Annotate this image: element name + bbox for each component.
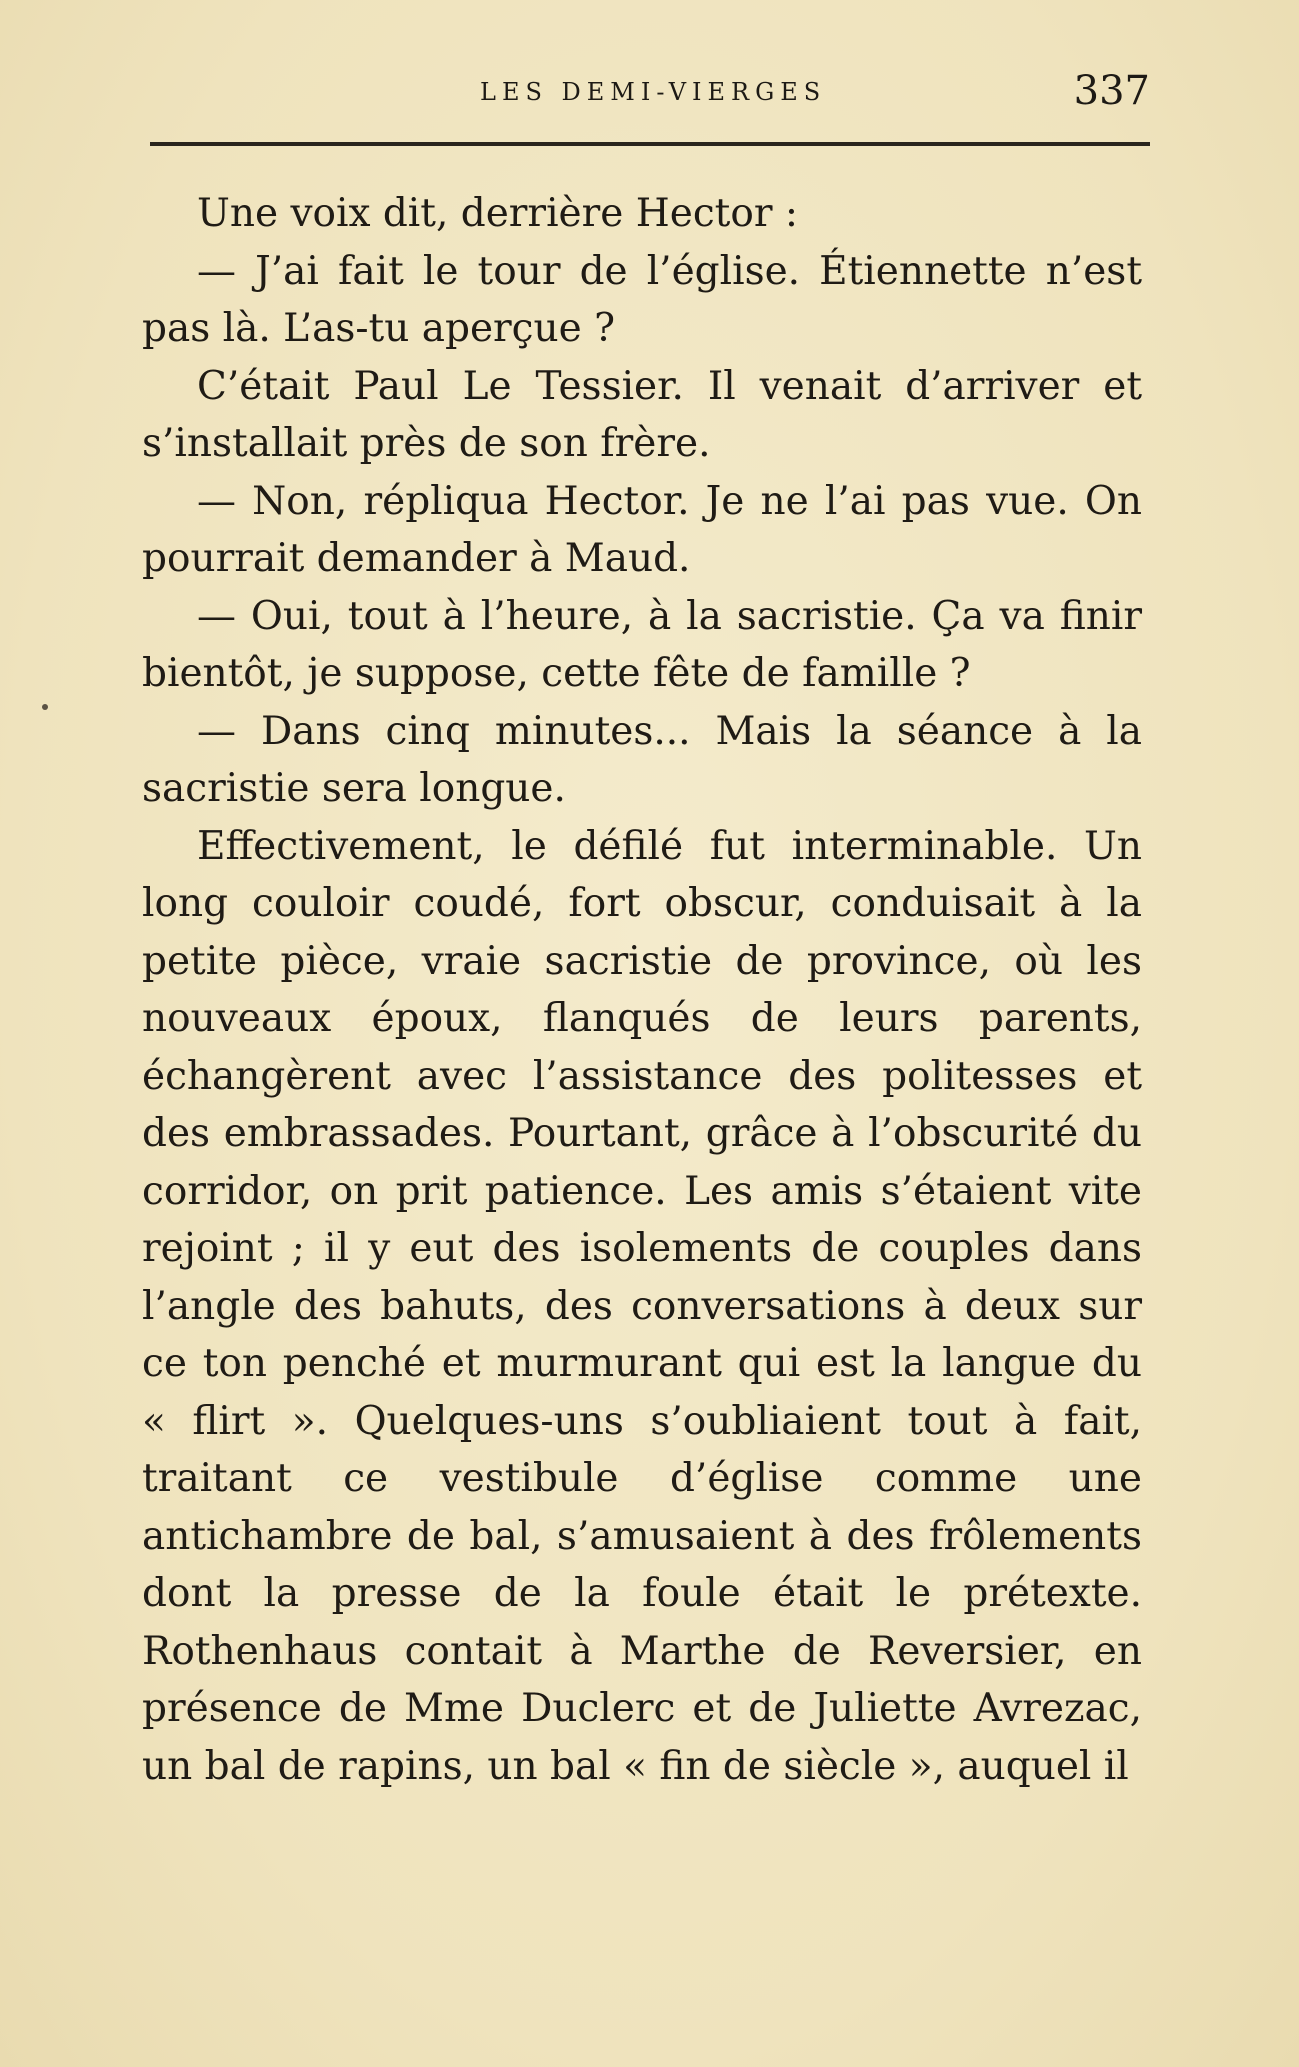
page-number: 337 (1073, 68, 1150, 114)
body-text (142, 185, 1142, 1795)
paragraph-3: C’était Paul Le Tessier. Il venait d’arriver et s’installait près de son frère. (142, 363, 1142, 466)
paragraph-7: Effectivement, le défilé fut interminable. Un long couloir coudé, fort obscur, conduisait à la petite pièce, vraie sacristie de province, où les nouveaux époux, flanqués de leurs parents, échangèrent avec l’assistance des politesses et des embrassades. Pourtant, grâce à l’obscurité du corridor, on prit patience. Les amis s’étaient vite rejoint ; il y eut des isolements de couples dans l’angle des bahuts, des conversations à deux sur ce ton penché et murmurant qui est la langue du « flirt ». Quelques-uns s’oubliaient tout à fait, traitant ce vestibule d’église comme une antichambre de bal, s’amusaient à des frôlements dont la presse de la foule était le prétexte. Rothenhaus contait à Marthe de Reversier, en présence de Mme Duclerc et de Juliette Avrezac, un bal de rapins, un bal « fin de siècle », auquel il (142, 823, 1142, 1789)
running-head-title: LES DEMI-VIERGES (480, 78, 827, 106)
header-rule (150, 142, 1150, 146)
paragraph-6: — Dans cinq minutes... Mais la séance à la sacristie sera longue. (142, 708, 1142, 811)
paper-speck (42, 704, 48, 710)
paragraph-4: — Non, répliqua Hector. Je ne l’ai pas vue. On pourrait demander à Maud. (142, 478, 1142, 581)
running-head (150, 68, 1150, 118)
paragraph-1: Une voix dit, derrière Hector : (197, 191, 799, 236)
paragraph-2: — J’ai fait le tour de l’église. Étiennette n’est pas là. L’as-tu aperçue ? (142, 248, 1142, 351)
paragraph-5: — Oui, tout à l’heure, à la sacristie. Ça va finir bientôt, je suppose, cette fête de famille ? (142, 593, 1142, 696)
